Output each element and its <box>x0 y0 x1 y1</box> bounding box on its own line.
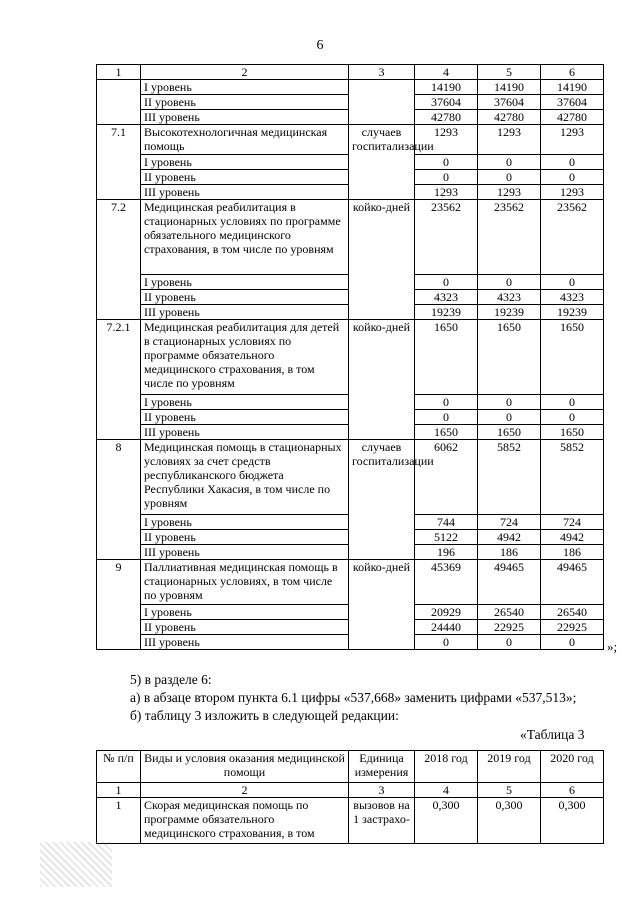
row-number <box>97 110 141 125</box>
row-value-2018: 4323 <box>415 290 478 305</box>
row-name: II уровень <box>141 95 349 110</box>
row-name: I уровень <box>141 515 349 530</box>
row-value-2020: 0 <box>541 275 604 290</box>
table-row <box>97 305 604 320</box>
row-value-2018: 23562 <box>415 200 478 275</box>
row-unit: койко-дней <box>349 560 415 605</box>
row-value-2018: 14190 <box>415 80 478 95</box>
row-name: II уровень <box>141 290 349 305</box>
col-number: 5 <box>478 65 541 80</box>
closing-quote-mark: »; <box>607 639 618 654</box>
col-number: 2 <box>141 783 349 798</box>
table-row <box>97 170 604 185</box>
continuation-table <box>96 64 604 650</box>
row-value-2018: 196 <box>415 545 478 560</box>
row-value-2020: 49465 <box>541 560 604 605</box>
header-name: Виды и условия оказания медицинской помощи <box>141 751 349 783</box>
row-unit <box>349 305 415 320</box>
row-number <box>97 95 141 110</box>
table-row <box>97 545 604 560</box>
row-number <box>97 530 141 545</box>
row-value-2020: 19239 <box>541 305 604 320</box>
row-name: III уровень <box>141 425 349 440</box>
col-number: 1 <box>97 783 141 798</box>
row-value-2020: 1650 <box>541 320 604 395</box>
col-number: 1 <box>97 65 141 80</box>
row-name: I уровень <box>141 605 349 620</box>
row-value-2018: 37604 <box>415 95 478 110</box>
row-value-2018: 6062 <box>415 440 478 515</box>
row-value-2018: 1293 <box>415 125 478 155</box>
row-number <box>97 410 141 425</box>
row-value-2018: 19239 <box>415 305 478 320</box>
header-year-2019: 2019 год <box>478 751 541 783</box>
row-number <box>97 155 141 170</box>
table-row <box>97 410 604 425</box>
header-year-2018: 2018 год <box>415 751 478 783</box>
row-unit <box>349 605 415 620</box>
row-value-2019: 19239 <box>478 305 541 320</box>
table-3-header-row <box>97 751 604 783</box>
row-value-2020: 1650 <box>541 425 604 440</box>
row-value-2020: 0,300 <box>541 798 604 844</box>
row-number: 7.2 <box>97 200 141 275</box>
col-number: 3 <box>349 783 415 798</box>
row-number <box>97 395 141 410</box>
row-unit <box>349 290 415 305</box>
row-name: Медицинская помощь в стационарных условиях за счет средств республиканского бюджета Республики Хакасия, в том числе по уровням <box>141 440 349 515</box>
row-name: I уровень <box>141 395 349 410</box>
row-value-2020: 0 <box>541 170 604 185</box>
row-name: Паллиативная медицинская помощь в стационарных условиях, в том числе по уровням <box>141 560 349 605</box>
row-value-2019: 0 <box>478 410 541 425</box>
row-value-2019: 0 <box>478 635 541 650</box>
row-value-2020: 4942 <box>541 530 604 545</box>
row-unit <box>349 80 415 95</box>
row-value-2018: 20929 <box>415 605 478 620</box>
row-value-2020: 23562 <box>541 200 604 275</box>
row-value-2018: 1650 <box>415 320 478 395</box>
col-number: 6 <box>541 65 604 80</box>
col-number: 2 <box>141 65 349 80</box>
column-number-row <box>97 65 604 80</box>
row-number <box>97 425 141 440</box>
table-row <box>97 425 604 440</box>
table-row <box>97 320 604 395</box>
col-number: 4 <box>415 783 478 798</box>
row-number <box>97 80 141 95</box>
row-value-2019: 4323 <box>478 290 541 305</box>
row-value-2020: 26540 <box>541 605 604 620</box>
row-name: I уровень <box>141 80 349 95</box>
table-row <box>97 200 604 275</box>
table-row <box>97 605 604 620</box>
row-name: Высокотехнологичная медицинская помощь <box>141 125 349 155</box>
row-value-2018: 0 <box>415 170 478 185</box>
row-number: 9 <box>97 560 141 605</box>
row-unit <box>349 620 415 635</box>
header-num: № п/п <box>97 751 141 783</box>
row-name: II уровень <box>141 620 349 635</box>
row-value-2018: 0,300 <box>415 798 478 844</box>
row-unit <box>349 155 415 170</box>
row-number: 7.2.1 <box>97 320 141 395</box>
table-3 <box>96 750 604 844</box>
row-value-2020: 1293 <box>541 125 604 155</box>
row-name: II уровень <box>141 530 349 545</box>
row-unit: случаев госпитализации <box>349 440 415 515</box>
table-row <box>97 440 604 515</box>
row-value-2019: 724 <box>478 515 541 530</box>
row-value-2020: 1293 <box>541 185 604 200</box>
row-value-2019: 1650 <box>478 425 541 440</box>
row-unit <box>349 425 415 440</box>
row-unit <box>349 515 415 530</box>
row-unit <box>349 170 415 185</box>
row-value-2019: 4942 <box>478 530 541 545</box>
row-name: Скорая медицинская помощь по программе обязательного медицинского страхования, в том <box>141 798 349 844</box>
table-row <box>97 395 604 410</box>
row-unit <box>349 635 415 650</box>
row-number <box>97 620 141 635</box>
row-number <box>97 275 141 290</box>
row-name: III уровень <box>141 110 349 125</box>
row-value-2018: 1650 <box>415 425 478 440</box>
row-name: III уровень <box>141 185 349 200</box>
row-value-2019: 5852 <box>478 440 541 515</box>
table-3-column-number-row <box>97 783 604 798</box>
row-value-2018: 24440 <box>415 620 478 635</box>
row-value-2019: 42780 <box>478 110 541 125</box>
row-unit <box>349 530 415 545</box>
row-value-2018: 1293 <box>415 185 478 200</box>
row-name: III уровень <box>141 305 349 320</box>
row-value-2020: 5852 <box>541 440 604 515</box>
row-value-2020: 4323 <box>541 290 604 305</box>
row-unit <box>349 95 415 110</box>
row-unit: вызовов на 1 застрахо- <box>349 798 415 844</box>
row-value-2019: 26540 <box>478 605 541 620</box>
row-value-2019: 0 <box>478 395 541 410</box>
row-name: III уровень <box>141 635 349 650</box>
row-value-2018: 0 <box>415 275 478 290</box>
table-row <box>97 125 604 155</box>
row-value-2018: 744 <box>415 515 478 530</box>
row-value-2018: 42780 <box>415 110 478 125</box>
table-row <box>97 95 604 110</box>
table-row <box>97 155 604 170</box>
row-value-2019: 23562 <box>478 200 541 275</box>
row-unit: койко-дней <box>349 200 415 275</box>
row-unit <box>349 185 415 200</box>
row-value-2018: 5122 <box>415 530 478 545</box>
row-value-2019: 0 <box>478 275 541 290</box>
table-label: «Таблица 3 <box>520 727 585 742</box>
header-unit: Единица измерения <box>349 751 415 783</box>
row-value-2019: 1650 <box>478 320 541 395</box>
row-value-2019: 49465 <box>478 560 541 605</box>
row-unit <box>349 275 415 290</box>
row-value-2019: 0 <box>478 155 541 170</box>
row-unit: случаев госпитализации <box>349 125 415 155</box>
row-name: II уровень <box>141 170 349 185</box>
row-value-2019: 14190 <box>478 80 541 95</box>
row-unit <box>349 545 415 560</box>
table-row <box>97 290 604 305</box>
row-value-2020: 0 <box>541 395 604 410</box>
row-value-2019: 186 <box>478 545 541 560</box>
row-number <box>97 635 141 650</box>
row-number <box>97 170 141 185</box>
row-value-2020: 0 <box>541 155 604 170</box>
row-value-2020: 186 <box>541 545 604 560</box>
row-number: 8 <box>97 440 141 515</box>
row-value-2020: 0 <box>541 635 604 650</box>
row-unit <box>349 395 415 410</box>
table-row <box>97 530 604 545</box>
table-row <box>97 798 604 844</box>
paragraph-amendment-a: а) в абзаце втором пункта 6.1 цифры «537,668» заменить цифрами «537,513»; <box>130 690 577 705</box>
row-number <box>97 305 141 320</box>
row-value-2019: 0 <box>478 170 541 185</box>
row-value-2020: 42780 <box>541 110 604 125</box>
row-number: 7.1 <box>97 125 141 155</box>
row-name: III уровень <box>141 545 349 560</box>
row-unit: койко-дней <box>349 320 415 395</box>
row-value-2020: 14190 <box>541 80 604 95</box>
row-value-2018: 0 <box>415 155 478 170</box>
row-name: Медицинская реабилитация в стационарных условиях по программе обязательного медицинского страхования, в том числе по уровням <box>141 200 349 275</box>
row-number <box>97 545 141 560</box>
row-number <box>97 185 141 200</box>
row-number <box>97 290 141 305</box>
row-name: II уровень <box>141 410 349 425</box>
row-value-2020: 0 <box>541 410 604 425</box>
row-value-2019: 22925 <box>478 620 541 635</box>
faint-stamp-mark <box>40 842 112 887</box>
page-number: 6 <box>316 38 324 53</box>
row-value-2018: 0 <box>415 395 478 410</box>
table-row <box>97 185 604 200</box>
row-value-2019: 0,300 <box>478 798 541 844</box>
row-name: I уровень <box>141 155 349 170</box>
col-number: 5 <box>478 783 541 798</box>
row-value-2019: 1293 <box>478 125 541 155</box>
row-value-2020: 37604 <box>541 95 604 110</box>
paragraph-amendment-b: б) таблицу 3 изложить в следующей редакции: <box>130 708 399 723</box>
row-unit <box>349 110 415 125</box>
table-row <box>97 635 604 650</box>
row-number <box>97 515 141 530</box>
col-number: 6 <box>541 783 604 798</box>
table-row <box>97 620 604 635</box>
row-name: Медицинская реабилитация для детей в стационарных условиях по программе обязательного медицинского страхования, в том числе по уровням <box>141 320 349 395</box>
header-year-2020: 2020 год <box>541 751 604 783</box>
table-row <box>97 275 604 290</box>
row-value-2019: 1293 <box>478 185 541 200</box>
col-number: 4 <box>415 65 478 80</box>
row-value-2020: 724 <box>541 515 604 530</box>
row-name: I уровень <box>141 275 349 290</box>
paragraph-section-6: 5) в разделе 6: <box>130 672 212 687</box>
row-value-2018: 0 <box>415 635 478 650</box>
row-value-2018: 0 <box>415 410 478 425</box>
row-value-2018: 45369 <box>415 560 478 605</box>
row-number: 1 <box>97 798 141 844</box>
table-row <box>97 515 604 530</box>
col-number: 3 <box>349 65 415 80</box>
row-value-2020: 22925 <box>541 620 604 635</box>
table-row <box>97 560 604 605</box>
table-row <box>97 110 604 125</box>
table-row <box>97 80 604 95</box>
row-value-2019: 37604 <box>478 95 541 110</box>
row-number <box>97 605 141 620</box>
row-unit <box>349 410 415 425</box>
